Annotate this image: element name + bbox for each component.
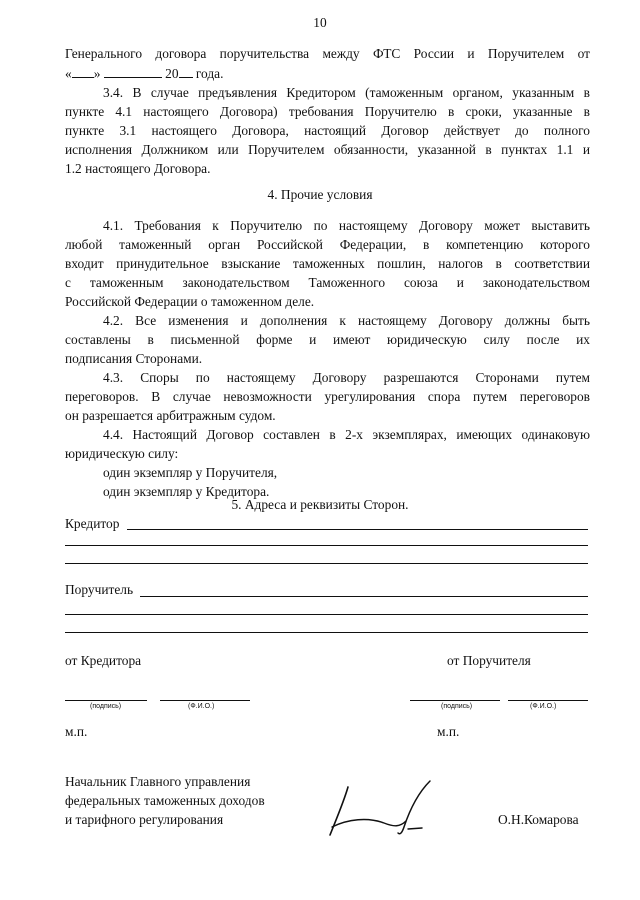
clause-4-3-line: он разрешается арбитражным судом. [65,408,276,423]
clause-4-4-line: юридическую силу: [65,446,179,461]
page-number: 10 [313,15,327,30]
date-quote-close: » [93,66,101,81]
creditor-requisites-field [65,563,588,564]
creditor-requisites-field [127,529,588,530]
month-blank [104,65,162,78]
clause-4-4-line: 4.4. Настоящий Договор составлен в 2-х экземплярах, имеющих одинаковую [103,427,590,442]
guarantor-requisites-field [65,614,588,615]
guarantor-stamp-label: м.п. [437,724,460,739]
clause-4-1-line: с таможенным законодательством Таможенного союза и законодательством [65,275,590,290]
creditor-signature-caption: (подпись) [90,703,122,710]
creditor-fio-caption: (Ф.И.О.) [188,703,215,710]
section-5-title: 5. Адреса и реквизиты Сторон. [231,497,409,512]
guarantor-requisites-field [65,632,588,633]
signatory-name: О.Н.Комарова [498,812,579,827]
copy-guarantor: один экземпляр у Поручителя, [103,465,278,480]
clause-3-3-continuation: Генерального договора поручительства между ФТС России и Поручителем от [65,46,590,61]
guarantor-signature-caption: (подпись) [441,703,473,710]
date-tail: года. [195,66,224,81]
year-prefix: 20 [165,66,179,81]
creditor-label: Кредитор [65,516,120,531]
clause-4-2-line: составлены в письменной форме и имеют юридическую силу после их [65,332,590,347]
guarantor-signature-line [410,700,500,701]
clause-3-4-line: 3.4. В случае предъявления Кредитором (таможенным органом, указанным в [103,85,590,100]
guarantor-label: Поручитель [65,582,134,597]
clause-3-4-line: 1.2 настоящего Договора. [65,161,211,176]
signatory-title-line: Начальник Главного управления [65,774,251,789]
handwritten-signature [318,775,438,845]
year-blank [179,65,193,78]
creditor-stamp-label: м.п. [65,724,88,739]
copy-creditor: один экземпляр у Кредитора. [103,484,270,499]
creditor-signature-line [65,700,147,701]
from-creditor-label: от Кредитора [65,653,142,668]
guarantor-fio-line [508,700,588,701]
date-quote-open: « [65,66,72,81]
clause-4-2-line: подписания Сторонами. [65,351,203,366]
clause-3-4-line: пункте 3.1 настоящего Договора, настоящий Договор действует до полного [65,123,590,138]
clause-4-1-line: Российской Федерации о таможенном деле. [65,294,315,309]
creditor-fio-line [160,700,250,701]
clause-4-1-line: входит принудительное взыскание таможенных пошлин, налогов в соответствии [65,256,590,271]
clause-3-4-line: пункте 4.1 настоящего Договора) требования Поручителю в сроки, указанные в [65,104,590,119]
guarantor-requisites-field [140,596,588,597]
clause-4-1-line: 4.1. Требования к Поручителю по настоящему Договору может выставить [103,218,590,233]
guarantor-fio-caption: (Ф.И.О.) [530,703,557,710]
clause-4-3-line: переговоров. В случае невозможности урегулирования спора путем переговоров [65,389,590,404]
clause-3-4-line: исполнения Должником или Поручителем обязанности, указанной в пунктах 1.1 и [65,142,590,157]
creditor-requisites-field [65,545,588,546]
clause-4-1-line: любой таможенный орган Российской Федерации, в компетенцию которого [65,237,590,252]
day-blank [72,65,94,78]
section-4-title: 4. Прочие условия [267,187,373,202]
from-guarantor-label: от Поручителя [447,653,531,668]
clause-4-3-line: 4.3. Споры по настоящему Договору разрешаются Сторонами путем [103,370,590,385]
agreement-date-line [65,65,223,83]
signatory-title-line: и тарифного регулирования [65,812,224,827]
clause-4-2-line: 4.2. Все изменения и дополнения к настоящему Договору должны быть [103,313,590,328]
signatory-title-line: федеральных таможенных доходов [65,793,265,808]
